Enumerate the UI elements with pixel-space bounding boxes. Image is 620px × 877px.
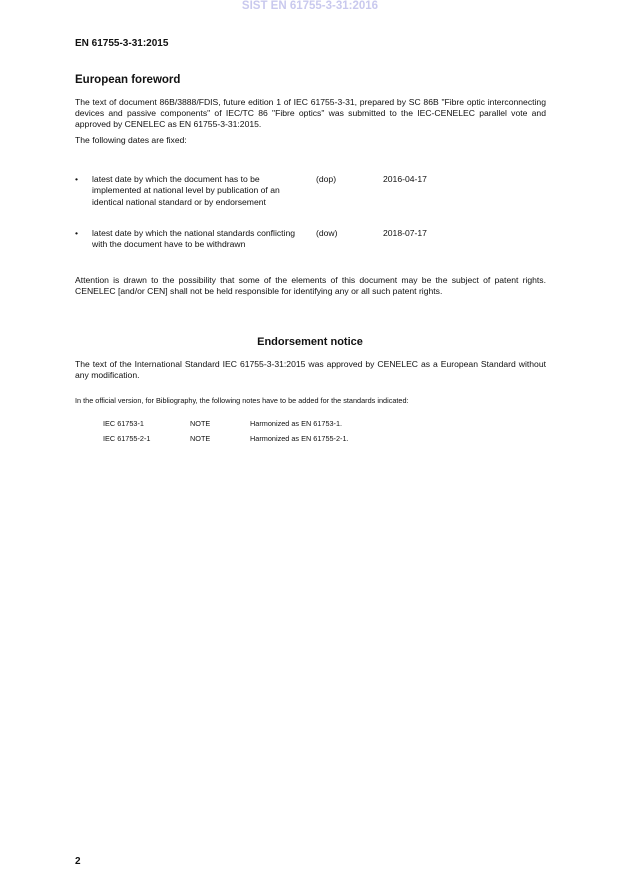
date-item-dop bbox=[75, 174, 546, 220]
endorsement-paragraph: The text of the International Standard IEC 61755-3-31:2015 was approved by CENELEC as a European Standard without any modification. bbox=[75, 359, 546, 380]
notes-intro: In the official version, for Bibliography, the following notes have to be added for the standards indicated: bbox=[75, 396, 409, 405]
date-item-code: (dow) bbox=[316, 228, 338, 238]
endorsement-title: Endorsement notice bbox=[257, 336, 363, 348]
foreword-paragraph: The text of document 86B/3888/FDIS, future edition 1 of IEC 61755-3-31, prepared by SC 86B "Fibre optic interconnecting devices and passive components" of IEC/TC 86 "Fibre optics" was submitted to the IEC-CENELEC parallel vote and approved by CENELEC as EN 61755-3-31:2015. bbox=[75, 97, 546, 129]
date-item-text: latest date by which the national standards conflicting with the document have to be withdrawn bbox=[92, 228, 296, 250]
date-item-dow bbox=[75, 228, 546, 264]
note-label: NOTE bbox=[190, 434, 211, 443]
attention-paragraph: Attention is drawn to the possibility that some of the elements of this document may be the subject of patent rights. CENELEC [and/or CEN] shall not be held responsible for identifying any or all such patent rights. bbox=[75, 275, 546, 296]
date-item-date: 2016-04-17 bbox=[383, 174, 427, 184]
note-label: NOTE bbox=[190, 419, 211, 428]
note-text: Harmonized as EN 61755-2-1. bbox=[250, 434, 349, 443]
page-number: 2 bbox=[75, 856, 81, 867]
date-item-code: (dop) bbox=[316, 174, 337, 184]
bullet: • bbox=[75, 174, 79, 184]
date-item-date: 2018-07-17 bbox=[383, 228, 427, 238]
note-standard: IEC 61755-2-1 bbox=[103, 434, 151, 443]
document-header: EN 61755-3-31:2015 bbox=[75, 38, 169, 49]
date-item-text: latest date by which the document has to be implemented at national level by publication of an identical national standard or by endorsement bbox=[92, 174, 280, 207]
foreword-title: European foreword bbox=[75, 74, 181, 86]
watermark: SIST EN 61755-3-31:2016 bbox=[241, 0, 379, 12]
note-text: Harmonized as EN 61753-1. bbox=[250, 419, 343, 428]
dates-intro: The following dates are fixed: bbox=[75, 135, 187, 145]
note-standard: IEC 61753-1 bbox=[103, 419, 144, 428]
bullet: • bbox=[75, 228, 79, 238]
